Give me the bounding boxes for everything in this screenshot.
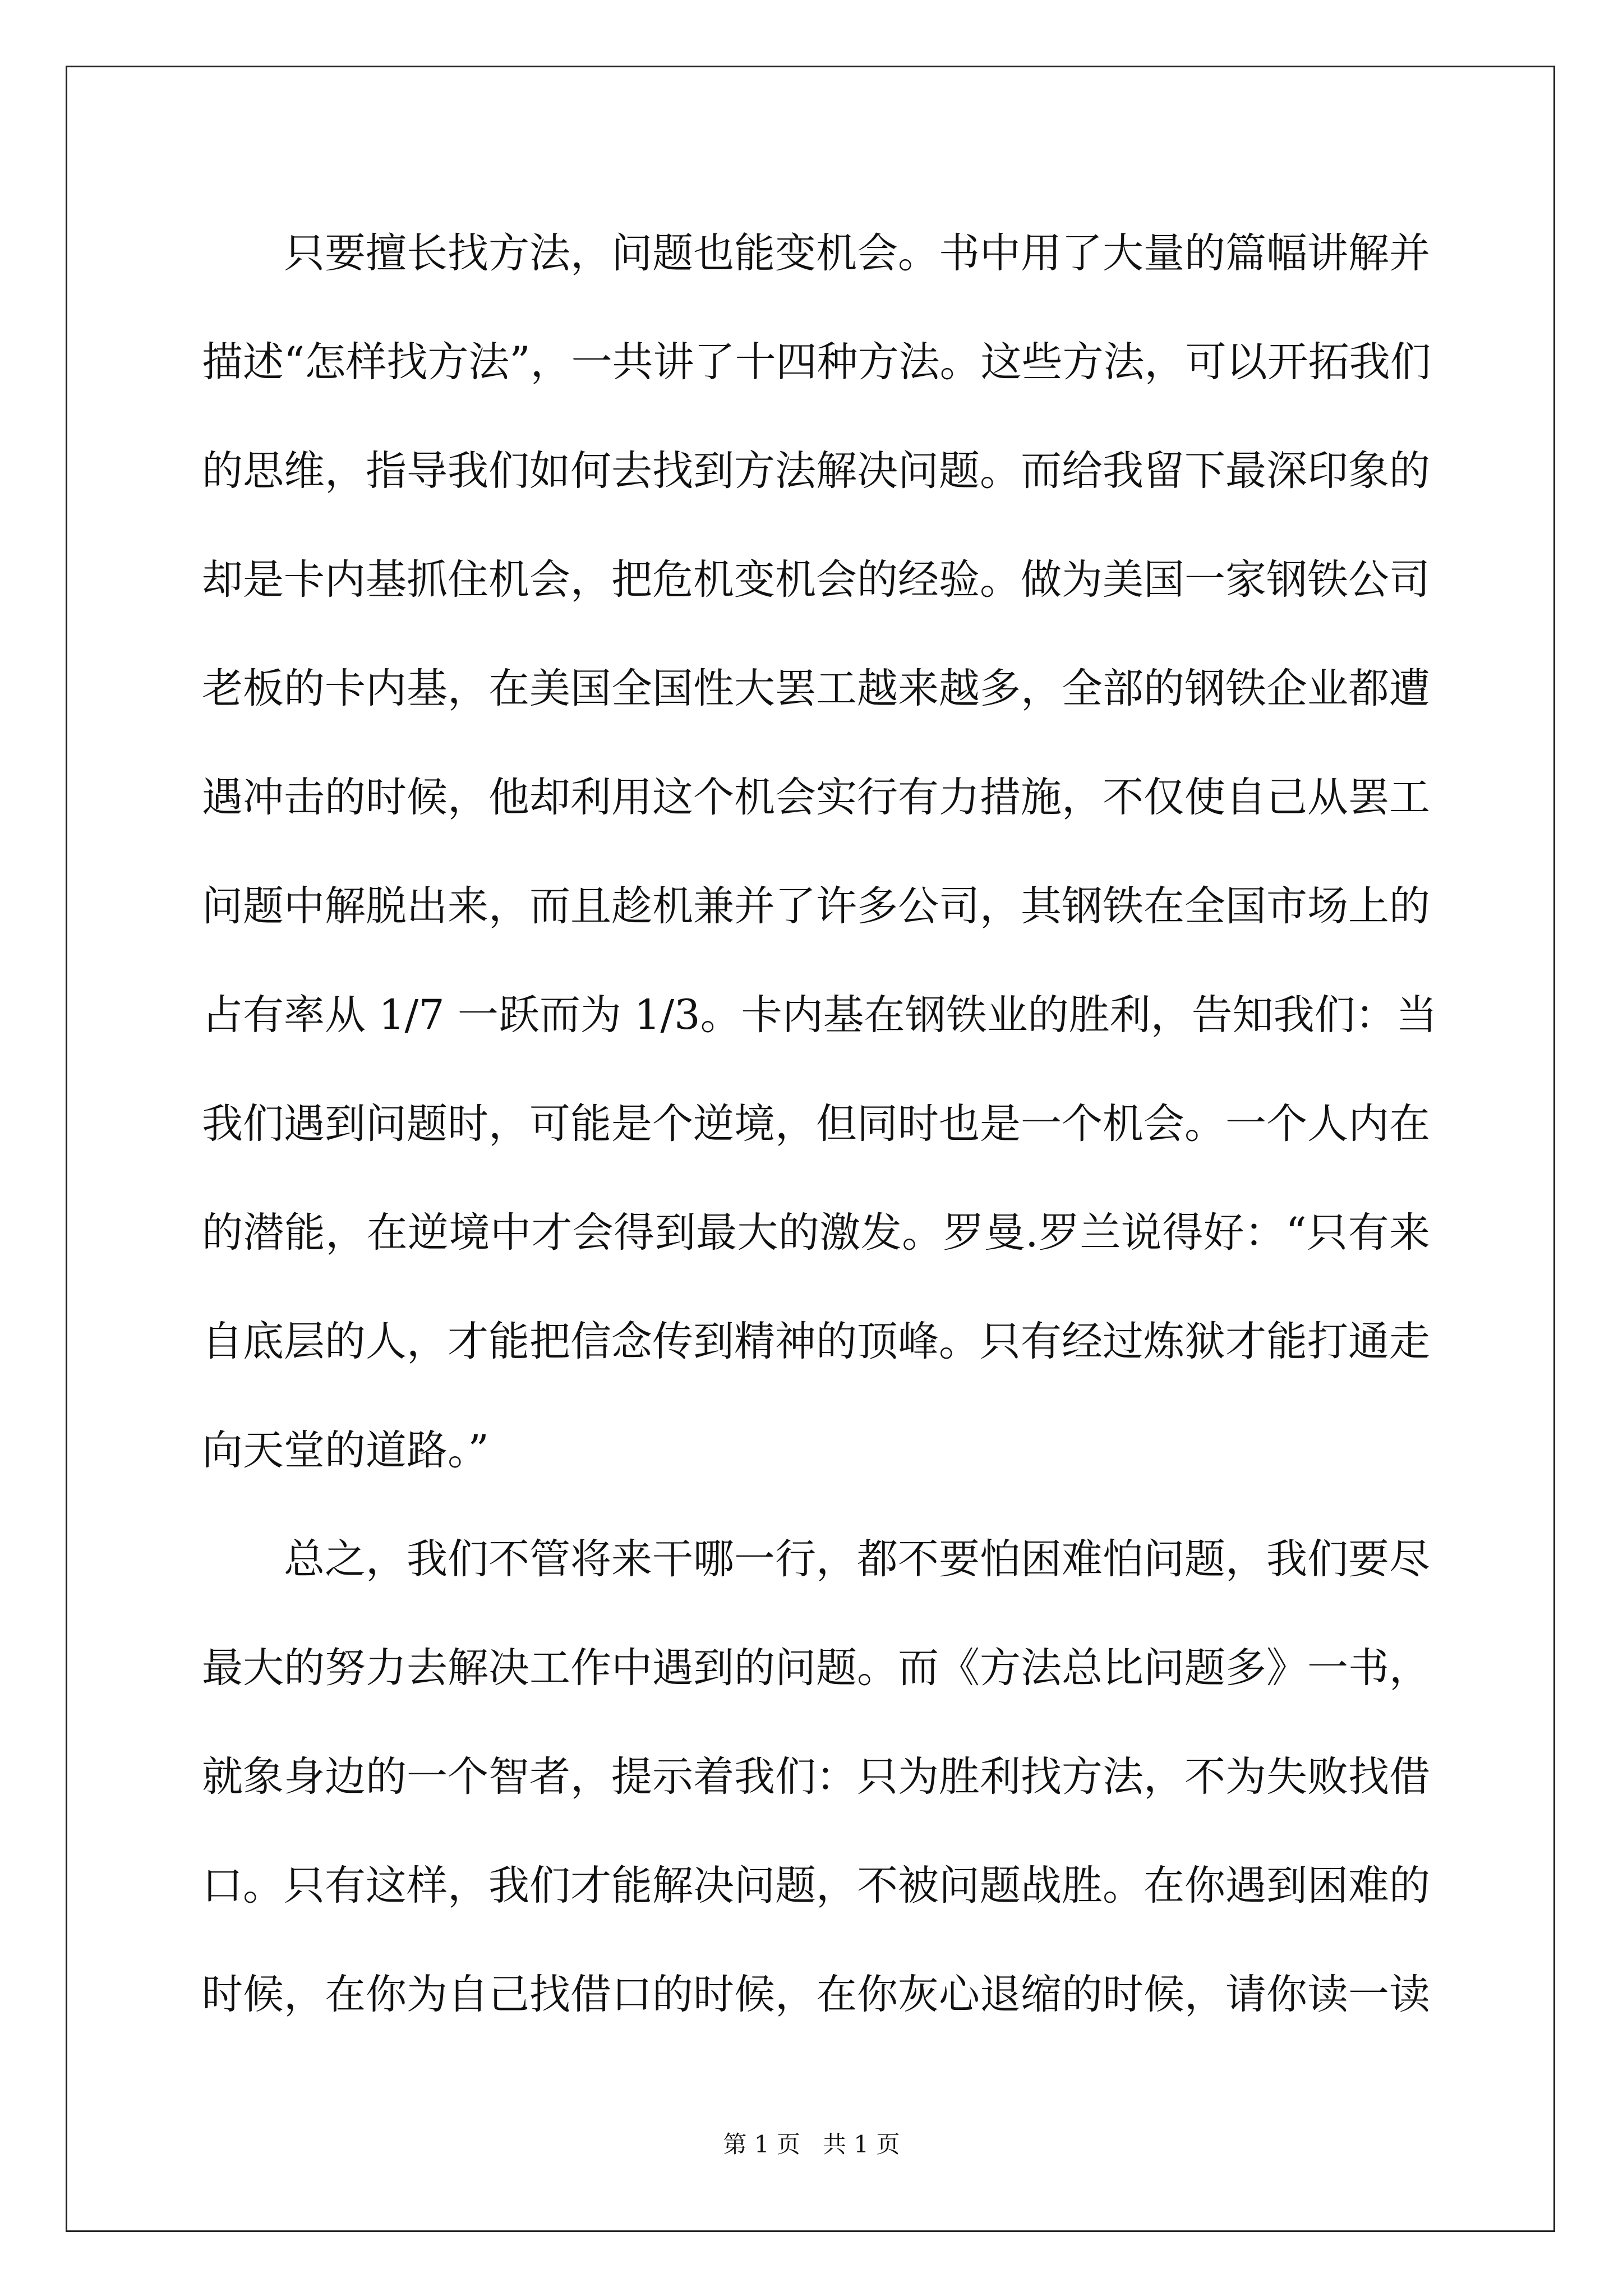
paragraph-2-line-1: 总之，我们不管将来干哪一行，都不要怕困难怕问题，我们要尽 <box>284 1535 1430 1583</box>
paragraph-1-line-2: 描述“怎样找方法”，一共讲了十四种方法。这些方法，可以开拓我们 <box>202 338 1431 386</box>
paragraph-1-line-6: 遇冲击的时候，他却利用这个机会实行有力措施，不仅使自己从罢工 <box>202 774 1430 821</box>
document-body <box>202 199 1437 2049</box>
page-footer: 第 1 页 共 1 页 <box>723 2131 900 2158</box>
paragraph-1-line-8: 占有率从 1/7 一跃而为 1/3。卡内基在钢铁业的胜利，告知我们：当 <box>202 991 1437 1039</box>
paragraph-2-line-3: 就象身边的一个智者，提示着我们：只为胜利找方法，不为失败找借 <box>202 1753 1430 1801</box>
paragraph-2-line-2: 最大的努力去解决工作中遇到的问题。而《方法总比问题多》一书， <box>202 1644 1430 1692</box>
paragraph-1-line-7: 问题中解脱出来，而且趁机兼并了许多公司，其钢铁在全国市场上的 <box>202 882 1430 930</box>
paragraph-1-line-5: 老板的卡内基，在美国全国性大罢工越来越多，全部的钢铁企业都遭 <box>202 665 1430 712</box>
paragraph-1-line-12: 向天堂的道路。” <box>202 1427 489 1474</box>
paragraph-1-line-4: 却是卡内基抓住机会，把危机变机会的经验。做为美国一家钢铁公司 <box>202 556 1430 604</box>
paragraph-1-line-9: 我们遇到问题时，可能是个逆境，但同时也是一个机会。一个人内在 <box>202 1100 1430 1148</box>
paragraph-2-line-5: 时候，在你为自己找借口的时候，在你灰心退缩的时候，请你读一读 <box>202 1971 1430 2018</box>
paragraph-2-line-4: 口。只有这样，我们才能解决问题，不被问题战胜。在你遇到困难的 <box>202 1862 1430 1910</box>
paragraph-1-line-3: 的思维，指导我们如何去找到方法解决问题。而给我留下最深印象的 <box>202 447 1430 495</box>
paragraph-1-line-11: 自底层的人，才能把信念传到精神的顶峰。只有经过炼狱才能打通走 <box>202 1318 1430 1365</box>
paragraph-1-line-10: 的潜能，在逆境中才会得到最大的激发。罗曼.罗兰说得好：“只有来 <box>202 1209 1430 1257</box>
paragraph-1-line-1: 只要擅长找方法，问题也能变机会。书中用了大量的篇幅讲解并 <box>284 229 1430 277</box>
